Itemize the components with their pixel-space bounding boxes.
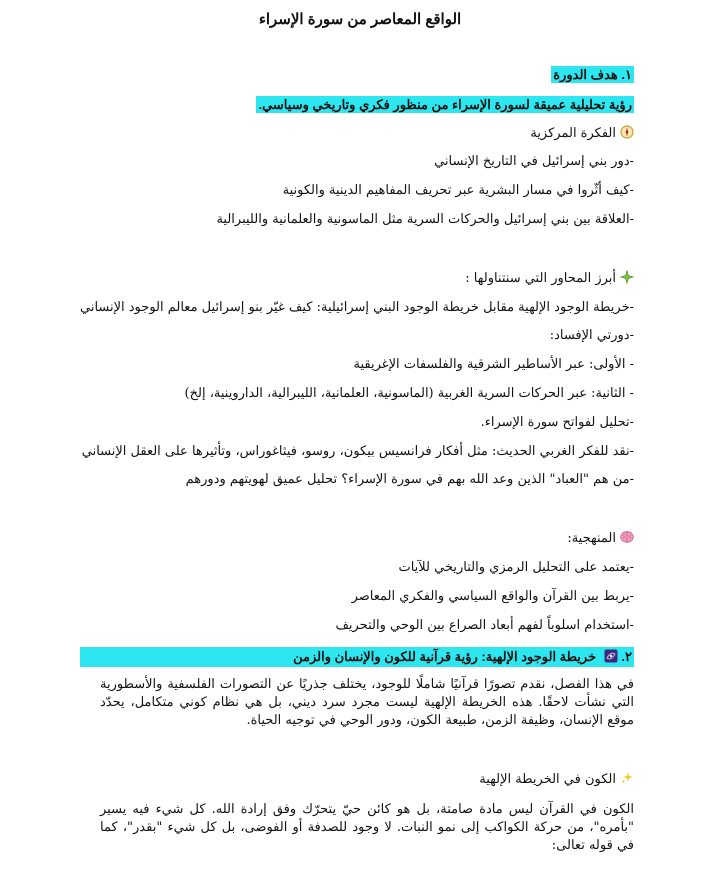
methodology-label: المنهجية:: [567, 530, 634, 548]
axes-item: -دورتي الإفساد:: [549, 328, 634, 343]
sparkle-green-icon: [620, 270, 634, 284]
central-idea-item: -دور بني إسرائيل في التاريخ الإنساني: [434, 154, 634, 169]
galaxy-icon: [604, 649, 618, 663]
sparkles-yellow-icon: [620, 771, 634, 785]
axes-item: -خريطة الوجود الإلهية مقابل خريطة الوجود البني إسرائيلية: كيف غيّر بنو إسرائيل معالم الوجود الإنساني: [79, 300, 634, 315]
methodology-item: -استخدام اسلوباً لفهم أبعاد الصراع بين الوحي والتحريف: [335, 618, 634, 633]
central-idea-item: -كيف أثّروا في مسار البشرية عبر تحريف المفاهيم الدينية والكونية: [282, 183, 634, 198]
axes-item: -نقد للفكر الغربي الحديث: مثل أفكار فرانسيس بيكون، روسو، فيثاغوراس، وتأثيرها على العقل الإنساني: [81, 444, 634, 459]
axes-item: - الثانية: عبر الحركات السرية الغربية (الماسونية، العلمانية، الليبرالية، الداروينية، إلخ): [184, 386, 634, 401]
section-2-heading: ٢. خريطة الوجود الإلهية: رؤية قرآنية للكون والإنسان والزمن: [80, 647, 634, 667]
central-idea-item: -العلاقة بين بني إسرائيل والحركات السرية مثل الماسونية والعلمانية والليبرالية: [216, 212, 634, 227]
universe-text: الكون في القرآن ليس مادة صامتة، بل هو كائن حيّ يتحرّك وفق إرادة الله. كل شيء فيه يسير "بأمره"، من حركة الكواكب إلى نمو النبات. لا وجود للصدفة أو الفوضى، بل كل شيء "بقدر"، كما في قوله تعالى:: [100, 802, 634, 853]
axes-item: -تحليل لفواتح سورة الإسراء.: [480, 415, 634, 430]
universe-label: الكون في الخريطة الإلهية: [479, 771, 634, 789]
methodology-item: -يعتمد على التحليل الرمزي والتاريخي للآيات: [398, 560, 634, 575]
section-1-heading: ١. هدف الدورة: [553, 67, 632, 82]
axes-item: - الأولى: عبر الأساطير الشرقية والفلسفات الإغريقية: [353, 357, 634, 372]
central-idea-label: الفكرة المركزية: [530, 125, 634, 143]
course-goal: رؤية تحليلية عميقة لسورة الإسراء من منظور فكري وتاريخي وسياسي.: [258, 97, 632, 112]
methodology-item: -يربط بين القرآن والواقع السياسي والفكري المعاصر: [351, 589, 634, 604]
section-2-intro: في هذا الفصل، نقدم تصورًا قرآنيًا شاملًا للوجود، يختلف جذريًا عن التصورات الفلسفية والأسطورية التي نشأت لاحقًا. هذه الخريطة الإلهية ليست مجرد سرد ديني، بل هي نظام كوني متكامل، يحدّد موقع الإنسان، وظيفة الزمن، طبيعة الكون، ودور الوحي في توجيه الحياة.: [100, 677, 634, 728]
axes-label: أبرز المحاور التي سنتناولها :: [465, 270, 634, 288]
axes-item: -من هم "العباد" الذين وعد الله بهم في سورة الإسراء؟ تحليل عميق لهويتهم ودورهم: [185, 472, 634, 487]
document-title: الواقع المعاصر من سورة الإسراء: [258, 11, 462, 28]
compass-icon: [620, 125, 634, 139]
brain-icon: [620, 530, 634, 544]
